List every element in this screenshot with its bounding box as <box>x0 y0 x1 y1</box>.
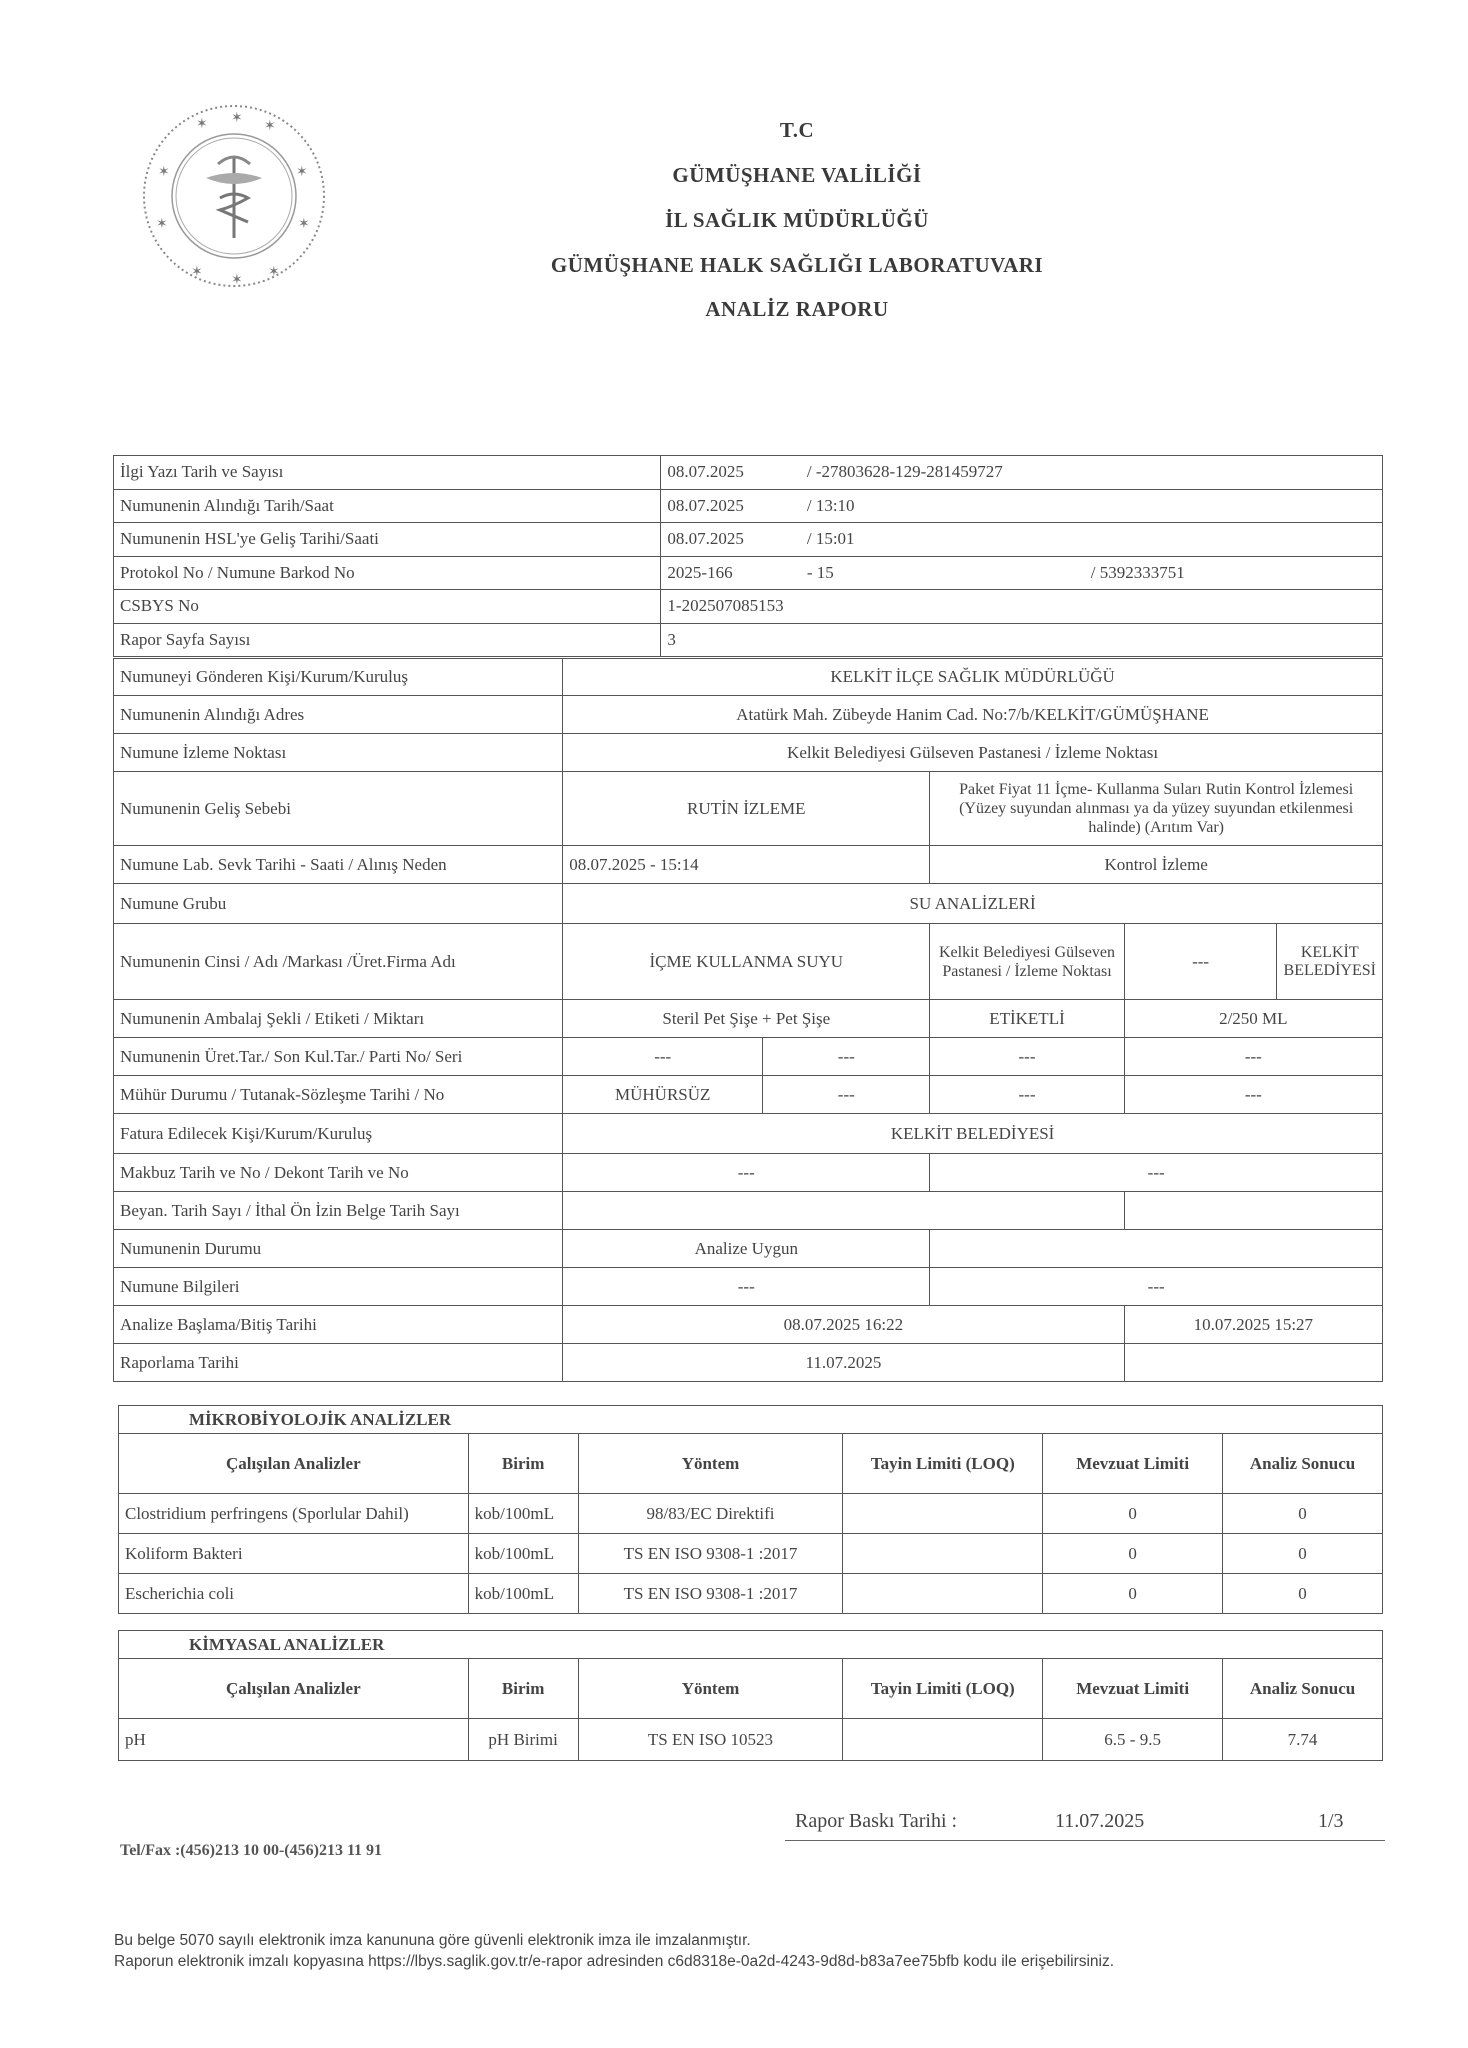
details-value <box>1124 1344 1382 1382</box>
footer-divider <box>785 1840 1385 1841</box>
chemistry-header-row <box>119 1659 1383 1719</box>
details-value: --- <box>1124 924 1277 1000</box>
info-label: Rapor Sayfa Sayısı <box>114 623 661 657</box>
info-label: Numunenin Alındığı Tarih/Saat <box>114 489 661 523</box>
info-label: İlgi Yazı Tarih ve Sayısı <box>114 456 661 490</box>
svg-text:✶: ✶ <box>268 264 280 280</box>
details-label: Numune İzleme Noktası <box>114 734 563 772</box>
details-label: Makbuz Tarih ve No / Dekont Tarih ve No <box>114 1154 563 1192</box>
header-mudurluk: İL SAĞLIK MÜDÜRLÜĞÜ <box>665 208 929 232</box>
table-cell: TS EN ISO 9308-1 :2017 <box>578 1534 843 1574</box>
table-cell <box>843 1534 1043 1574</box>
svg-text:✶: ✶ <box>231 272 243 288</box>
details-value: Kelkit Belediyesi Gülseven Pastanesi / İzleme Noktası <box>563 734 1383 772</box>
details-table <box>113 658 1383 1382</box>
header-report-title: ANALİZ RAPORU <box>705 297 889 321</box>
table-cell: Koliform Bakteri <box>119 1534 469 1574</box>
column-header: Mevzuat Limiti <box>1043 1434 1223 1494</box>
details-value: --- <box>1124 1038 1382 1076</box>
details-label: Numune Bilgileri <box>114 1268 563 1306</box>
table-cell <box>843 1719 1043 1761</box>
info-value: / 13:10 <box>801 489 1383 523</box>
microbiology-title: MİKROBİYOLOJİK ANALİZLER <box>119 1406 1383 1434</box>
column-header: Birim <box>468 1659 578 1719</box>
details-row <box>114 1344 1383 1382</box>
tel-fax: Tel/Fax :(456)213 10 00-(456)213 11 91 <box>120 1842 383 1859</box>
table-cell: 0 <box>1043 1574 1223 1614</box>
table-cell: 0 <box>1223 1574 1383 1614</box>
details-value: --- <box>1124 1076 1382 1114</box>
table-cell: 0 <box>1043 1494 1223 1534</box>
details-label: Numune Lab. Sevk Tarihi - Saati / Alınış Neden <box>114 846 563 884</box>
table-cell: 0 <box>1223 1534 1383 1574</box>
e-signature-line: Bu belge 5070 sayılı elektronik imza kanununa göre güvenli elektronik imza ile imzalanmıştır. <box>114 1932 751 1949</box>
svg-text:✶: ✶ <box>298 216 310 232</box>
details-value: KELKİT BELEDİYESİ <box>1277 924 1383 1000</box>
details-value: --- <box>763 1038 930 1076</box>
column-header: Tayin Limiti (LOQ) <box>843 1434 1043 1494</box>
details-row <box>114 1076 1383 1114</box>
svg-text:✶: ✶ <box>296 164 308 180</box>
details-value: İÇME KULLANMA SUYU <box>563 924 930 1000</box>
details-label: Numunenin Ambalaj Şekli / Etiketi / Miktarı <box>114 1000 563 1038</box>
details-value: 2/250 ML <box>1124 1000 1382 1038</box>
info-label: Protokol No / Numune Barkod No <box>114 556 661 590</box>
info-row <box>114 590 1383 624</box>
svg-text:✶: ✶ <box>231 110 243 126</box>
details-label: Numunenin Üret.Tar./ Son Kul.Tar./ Parti No/ Seri <box>114 1038 563 1076</box>
chemistry-table <box>118 1630 1383 1761</box>
svg-text:✶: ✶ <box>264 118 276 134</box>
table-cell: 0 <box>1223 1494 1383 1534</box>
details-row <box>114 1000 1383 1038</box>
details-label: Numuneyi Gönderen Kişi/Kurum/Kuruluş <box>114 659 563 696</box>
details-value: --- <box>930 1268 1383 1306</box>
table-cell: TS EN ISO 9308-1 :2017 <box>578 1574 843 1614</box>
table-cell: Escherichia coli <box>119 1574 469 1614</box>
details-label: Numunenin Geliş Sebebi <box>114 772 563 846</box>
details-value: --- <box>930 1154 1383 1192</box>
details-value: Kontrol İzleme <box>930 846 1383 884</box>
details-value <box>563 1192 1124 1230</box>
details-label: Raporlama Tarihi <box>114 1344 563 1382</box>
header-valilik: GÜMÜŞHANE VALİLİĞİ <box>672 163 922 187</box>
details-value: Kelkit Belediyesi Gülseven Pastanesi / İzleme Noktası <box>930 924 1124 1000</box>
details-value: ETİKETLİ <box>930 1000 1124 1038</box>
details-value: Analize Uygun <box>563 1230 930 1268</box>
info-value: 1-202507085153 <box>661 590 1383 624</box>
details-row <box>114 884 1383 924</box>
svg-text:✶: ✶ <box>156 216 168 232</box>
table-cell: pH Birimi <box>468 1719 578 1761</box>
column-header: Analiz Sonucu <box>1223 1434 1383 1494</box>
info-value: / 15:01 <box>801 523 1383 557</box>
details-row <box>114 1306 1383 1344</box>
table-cell: kob/100mL <box>468 1494 578 1534</box>
table-cell: pH <box>119 1719 469 1761</box>
details-value: MÜHÜRSÜZ <box>563 1076 763 1114</box>
header-block <box>0 118 1468 143</box>
details-value: KELKİT BELEDİYESİ <box>563 1114 1383 1154</box>
table-cell: 6.5 - 9.5 <box>1043 1719 1223 1761</box>
e-signature-note <box>114 1930 1114 1972</box>
page-number: 1/3 <box>1318 1810 1344 1832</box>
details-value: RUTİN İZLEME <box>563 772 930 846</box>
details-row <box>114 1192 1383 1230</box>
info-value: - 15 <box>801 556 911 590</box>
table-cell: 98/83/EC Direktifi <box>578 1494 843 1534</box>
details-value: 10.07.2025 15:27 <box>1124 1306 1382 1344</box>
print-date: 11.07.2025 <box>1055 1810 1145 1832</box>
table-cell <box>843 1494 1043 1534</box>
table-cell <box>843 1574 1043 1614</box>
details-value: --- <box>563 1154 930 1192</box>
details-row <box>114 1268 1383 1306</box>
table-cell: TS EN ISO 10523 <box>578 1719 843 1761</box>
details-row <box>114 696 1383 734</box>
details-row <box>114 1038 1383 1076</box>
info-row <box>114 489 1383 523</box>
details-value: --- <box>763 1076 930 1114</box>
details-value <box>1124 1192 1382 1230</box>
column-header: Tayin Limiti (LOQ) <box>843 1659 1043 1719</box>
table-row <box>119 1534 1383 1574</box>
details-row <box>114 734 1383 772</box>
details-row <box>114 1114 1383 1154</box>
details-value: SU ANALİZLERİ <box>563 884 1383 924</box>
table-row <box>119 1719 1383 1761</box>
details-row <box>114 924 1383 1000</box>
microbiology-header-row <box>119 1434 1383 1494</box>
table-cell: Clostridium perfringens (Sporlular Dahil) <box>119 1494 469 1534</box>
svg-text:✶: ✶ <box>191 264 203 280</box>
details-label: Numunenin Cinsi / Adı /Markası /Üret.Firma Adı <box>114 924 563 1000</box>
info-row <box>114 623 1383 657</box>
info-row <box>114 456 1383 490</box>
info-value: 3 <box>661 623 1383 657</box>
svg-text:✶: ✶ <box>158 164 170 180</box>
details-label: Numune Grubu <box>114 884 563 924</box>
header-tc: T.C <box>779 118 815 142</box>
details-row <box>114 1230 1383 1268</box>
column-header: Yöntem <box>578 1434 843 1494</box>
table-cell: kob/100mL <box>468 1534 578 1574</box>
info-table <box>113 455 1383 657</box>
details-value: --- <box>563 1268 930 1306</box>
info-value: 08.07.2025 <box>661 489 801 523</box>
info-value: 08.07.2025 <box>661 523 801 557</box>
column-header: Çalışılan Analizler <box>119 1659 469 1719</box>
details-value: --- <box>563 1038 763 1076</box>
details-row <box>114 1154 1383 1192</box>
column-header: Mevzuat Limiti <box>1043 1659 1223 1719</box>
column-header: Çalışılan Analizler <box>119 1434 469 1494</box>
details-value: Steril Pet Şişe + Pet Şişe <box>563 1000 930 1038</box>
details-value: 08.07.2025 16:22 <box>563 1306 1124 1344</box>
details-label: Numunenin Durumu <box>114 1230 563 1268</box>
details-label: Fatura Edilecek Kişi/Kurum/Kuruluş <box>114 1114 563 1154</box>
details-value: Atatürk Mah. Zübeyde Hanim Cad. No:7/b/KELKİT/GÜMÜŞHANE <box>563 696 1383 734</box>
details-value <box>930 1230 1383 1268</box>
header-laboratuvar: GÜMÜŞHANE HALK SAĞLIĞI LABORATUVARI <box>550 253 1044 277</box>
details-value: 11.07.2025 <box>563 1344 1124 1382</box>
e-signature-link-line: Raporun elektronik imzalı kopyasına https://lbys.saglik.gov.tr/e-rapor adresinden c6d8318e-0a2d-4243-9d8d-b83a7ee75bfb kodu ile erişebilirsiniz. <box>114 1953 1115 1970</box>
details-value: Paket Fiyat 11 İçme- Kullanma Suları Rutin Kontrol İzlemesi (Yüzey suyundan alınması ya da yüzey suyundan etkilenmesi halinde) (Arıtım Var) <box>930 772 1383 846</box>
column-header: Analiz Sonucu <box>1223 1659 1383 1719</box>
info-row <box>114 523 1383 557</box>
table-cell: kob/100mL <box>468 1574 578 1614</box>
info-row <box>114 556 1383 590</box>
microbiology-table <box>118 1405 1383 1614</box>
table-row <box>119 1494 1383 1534</box>
column-header: Yöntem <box>578 1659 843 1719</box>
details-label: Numunenin Alındığı Adres <box>114 696 563 734</box>
info-value: / 5392333751 <box>911 556 1383 590</box>
info-value: / -27803628-129-281459727 <box>801 456 1383 490</box>
svg-text:✶: ✶ <box>196 116 208 132</box>
print-date-label: Rapor Baskı Tarihi : <box>795 1810 958 1832</box>
info-label: Numunenin HSL'ye Geliş Tarihi/Saati <box>114 523 661 557</box>
table-row <box>119 1574 1383 1614</box>
details-value: --- <box>930 1076 1124 1114</box>
details-label: Mühür Durumu / Tutanak-Sözleşme Tarihi / No <box>114 1076 563 1114</box>
details-row <box>114 846 1383 884</box>
column-header: Birim <box>468 1434 578 1494</box>
details-row <box>114 772 1383 846</box>
details-value: 08.07.2025 - 15:14 <box>563 846 930 884</box>
details-value: --- <box>930 1038 1124 1076</box>
details-value: KELKİT İLÇE SAĞLIK MÜDÜRLÜĞÜ <box>563 659 1383 696</box>
details-label: Beyan. Tarih Sayı / İthal Ön İzin Belge Tarih Sayı <box>114 1192 563 1230</box>
details-row <box>114 659 1383 696</box>
table-cell: 7.74 <box>1223 1719 1383 1761</box>
details-label: Analize Başlama/Bitiş Tarihi <box>114 1306 563 1344</box>
table-cell: 0 <box>1043 1534 1223 1574</box>
info-value: 2025-166 <box>661 556 801 590</box>
info-value: 08.07.2025 <box>661 456 801 490</box>
info-label: CSBYS No <box>114 590 661 624</box>
chemistry-title: KİMYASAL ANALİZLER <box>119 1631 1383 1659</box>
